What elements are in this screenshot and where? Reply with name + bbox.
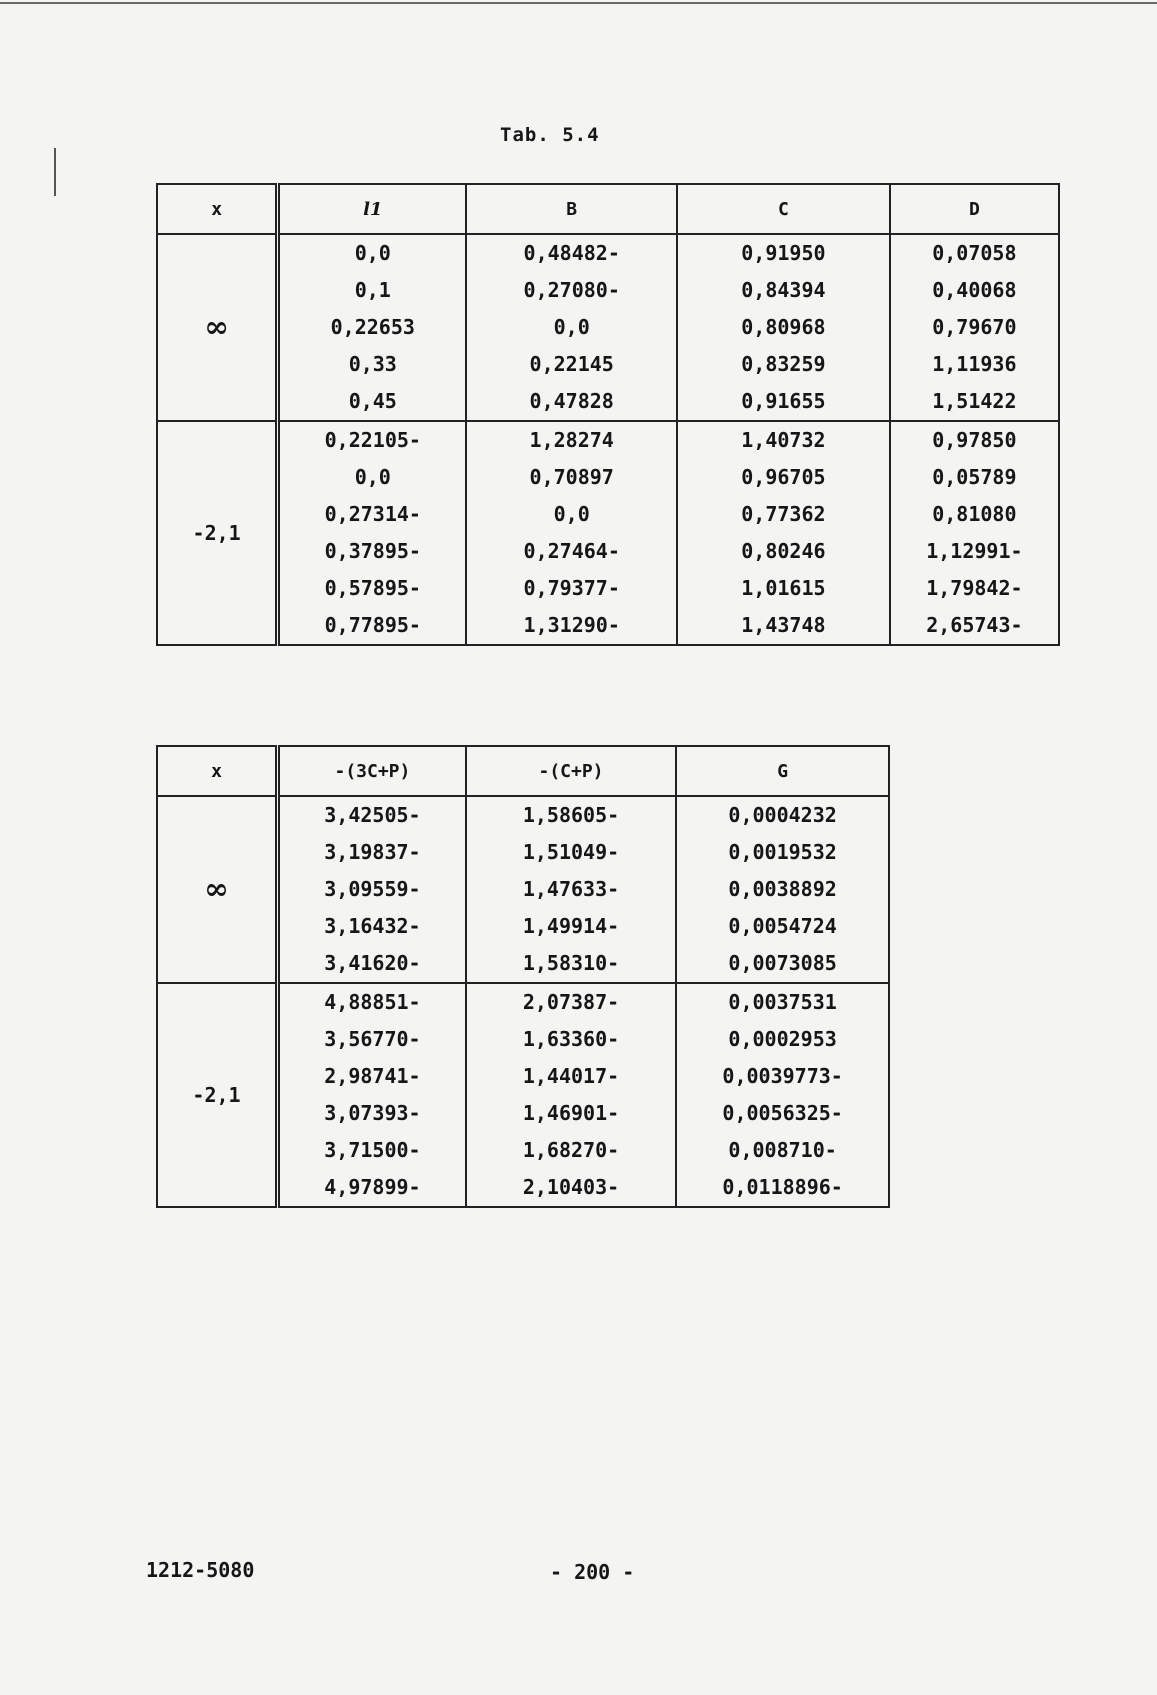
- g-value: 0,0118896-: [722, 1175, 843, 1199]
- d-cell: [890, 421, 1059, 645]
- g-value: 0,0002953: [728, 1027, 837, 1051]
- minus-c-plus-p-value: 1,58605-: [522, 803, 620, 827]
- c-value: 0,91950: [741, 241, 826, 265]
- minus-3c-plus-p-value: 2,98741-: [324, 1064, 421, 1088]
- x-value-cell: -2,1: [157, 983, 278, 1207]
- b-cell: [466, 421, 677, 645]
- minus-c-plus-p-cell: [466, 796, 676, 983]
- b-value: 1,31290-: [523, 613, 620, 637]
- minus-c-plus-p-value: 1,46901-: [522, 1101, 620, 1125]
- col-header-b: B: [466, 184, 677, 234]
- minus-c-plus-p-value: 1,68270-: [522, 1138, 620, 1162]
- b-cell: [466, 234, 677, 421]
- table-2-header-row: [157, 746, 889, 796]
- g-value: 0,0073085: [728, 951, 837, 975]
- l1-value: 0,77895-: [324, 613, 421, 637]
- d-value: 0,40068: [932, 278, 1017, 302]
- minus-3c-plus-p-value: 3,09559-: [324, 877, 421, 901]
- col-header-3c-plus-p: -(3C+P): [278, 746, 466, 796]
- x-value-cell: ∞: [157, 796, 278, 983]
- l1-value: 0,22653: [330, 315, 415, 339]
- l1-value: 0,37895-: [324, 539, 421, 563]
- minus-3c-plus-p-cell: [278, 983, 466, 1207]
- minus-c-plus-p-cell: [466, 983, 676, 1207]
- c-value: 0,84394: [741, 278, 826, 302]
- minus-3c-plus-p-value: 3,16432-: [324, 914, 421, 938]
- d-value: 2,65743-: [926, 613, 1023, 637]
- g-value: 0,0004232: [728, 803, 837, 827]
- b-value: 0,47828: [529, 389, 614, 413]
- col-header-g: G: [676, 746, 889, 796]
- table-group-row: [157, 421, 1059, 645]
- table-group-row: [157, 983, 889, 1207]
- d-value: 1,79842-: [926, 576, 1023, 600]
- minus-3c-plus-p-value: 3,41620-: [324, 951, 421, 975]
- d-value: 1,12991-: [926, 539, 1023, 563]
- b-value: 0,27464-: [523, 539, 620, 563]
- minus-3c-plus-p-cell: [278, 796, 466, 983]
- l1-value: 0,27314-: [324, 502, 421, 526]
- minus-3c-plus-p-value: 3,42505-: [324, 803, 421, 827]
- d-value: 1,11936: [932, 352, 1017, 376]
- l1-value: 0,0: [354, 465, 391, 489]
- b-value: 0,0: [553, 315, 590, 339]
- minus-3c-plus-p-value: 4,97899-: [324, 1175, 421, 1199]
- c-value: 1,40732: [741, 428, 826, 452]
- g-cell: [676, 796, 889, 983]
- col-header-l1: l1: [278, 184, 467, 234]
- l1-cell: [278, 421, 467, 645]
- l1-cell: [278, 234, 467, 421]
- d-value: 1,51422: [932, 389, 1017, 413]
- table-1: [156, 183, 1060, 646]
- minus-3c-plus-p-value: 3,19837-: [324, 840, 421, 864]
- col-header-c: C: [677, 184, 890, 234]
- minus-c-plus-p-value: 1,63360-: [522, 1027, 620, 1051]
- minus-c-plus-p-value: 2,07387-: [522, 990, 620, 1014]
- top-edge-line: [0, 2, 1157, 4]
- minus-3c-plus-p-value: 4,88851-: [324, 990, 421, 1014]
- minus-3c-plus-p-value: 3,07393-: [324, 1101, 421, 1125]
- b-value: 0,70897: [529, 465, 614, 489]
- g-value: 0,0019532: [728, 840, 837, 864]
- minus-c-plus-p-value: 1,47633-: [522, 877, 620, 901]
- document-number: 1212-5080: [146, 1558, 255, 1582]
- c-cell: [677, 234, 890, 421]
- d-value: 0,97850: [932, 428, 1017, 452]
- col-header-x: x: [157, 746, 278, 796]
- b-value: 0,0: [553, 502, 590, 526]
- g-value: 0,0054724: [728, 914, 837, 938]
- c-value: 0,80246: [741, 539, 826, 563]
- minus-c-plus-p-value: 1,44017-: [522, 1064, 620, 1088]
- col-header-d: D: [890, 184, 1059, 234]
- g-value: 0,008710-: [728, 1138, 837, 1162]
- g-value: 0,0056325-: [722, 1101, 843, 1125]
- minus-3c-plus-p-value: 3,56770-: [324, 1027, 421, 1051]
- l1-value: 0,45: [348, 389, 397, 413]
- b-value: 0,48482-: [523, 241, 620, 265]
- c-value: 0,83259: [741, 352, 826, 376]
- minus-c-plus-p-value: 1,51049-: [522, 840, 620, 864]
- l1-value: 0,0: [354, 241, 391, 265]
- minus-c-plus-p-value: 1,58310-: [522, 951, 620, 975]
- table-group-row: [157, 234, 1059, 421]
- col-header-x: x: [157, 184, 278, 234]
- c-cell: [677, 421, 890, 645]
- b-value: 0,27080-: [523, 278, 620, 302]
- x-value-cell: ∞: [157, 234, 278, 421]
- minus-c-plus-p-value: 2,10403-: [522, 1175, 620, 1199]
- col-header-c-plus-p: -(C+P): [466, 746, 676, 796]
- c-value: 0,91655: [741, 389, 826, 413]
- d-value: 0,05789: [932, 465, 1017, 489]
- g-value: 0,0037531: [728, 990, 837, 1014]
- table-group-row: [157, 796, 889, 983]
- c-value: 0,80968: [741, 315, 826, 339]
- l1-value: 0,22105-: [324, 428, 421, 452]
- l1-value: 0,57895-: [324, 576, 421, 600]
- b-value: 0,22145: [529, 352, 614, 376]
- b-value: 0,79377-: [523, 576, 620, 600]
- table-caption: Tab. 5.4: [500, 124, 600, 146]
- table-1-header-row: [157, 184, 1059, 234]
- c-value: 1,01615: [741, 576, 826, 600]
- c-value: 1,43748: [741, 613, 826, 637]
- minus-3c-plus-p-value: 3,71500-: [324, 1138, 421, 1162]
- minus-c-plus-p-value: 1,49914-: [522, 914, 620, 938]
- c-value: 0,96705: [741, 465, 826, 489]
- x-value-cell: -2,1: [157, 421, 278, 645]
- l1-value: 0,33: [348, 352, 397, 376]
- g-cell: [676, 983, 889, 1207]
- l1-value: 0,1: [354, 278, 391, 302]
- c-value: 0,77362: [741, 502, 826, 526]
- b-value: 1,28274: [529, 428, 614, 452]
- g-value: 0,0039773-: [722, 1064, 843, 1088]
- table-2: [156, 745, 890, 1208]
- d-value: 0,07058: [932, 241, 1017, 265]
- d-cell: [890, 234, 1059, 421]
- margin-mark: [54, 148, 56, 196]
- page-number: - 200 -: [550, 1560, 635, 1584]
- d-value: 0,81080: [932, 502, 1017, 526]
- g-value: 0,0038892: [728, 877, 837, 901]
- d-value: 0,79670: [932, 315, 1017, 339]
